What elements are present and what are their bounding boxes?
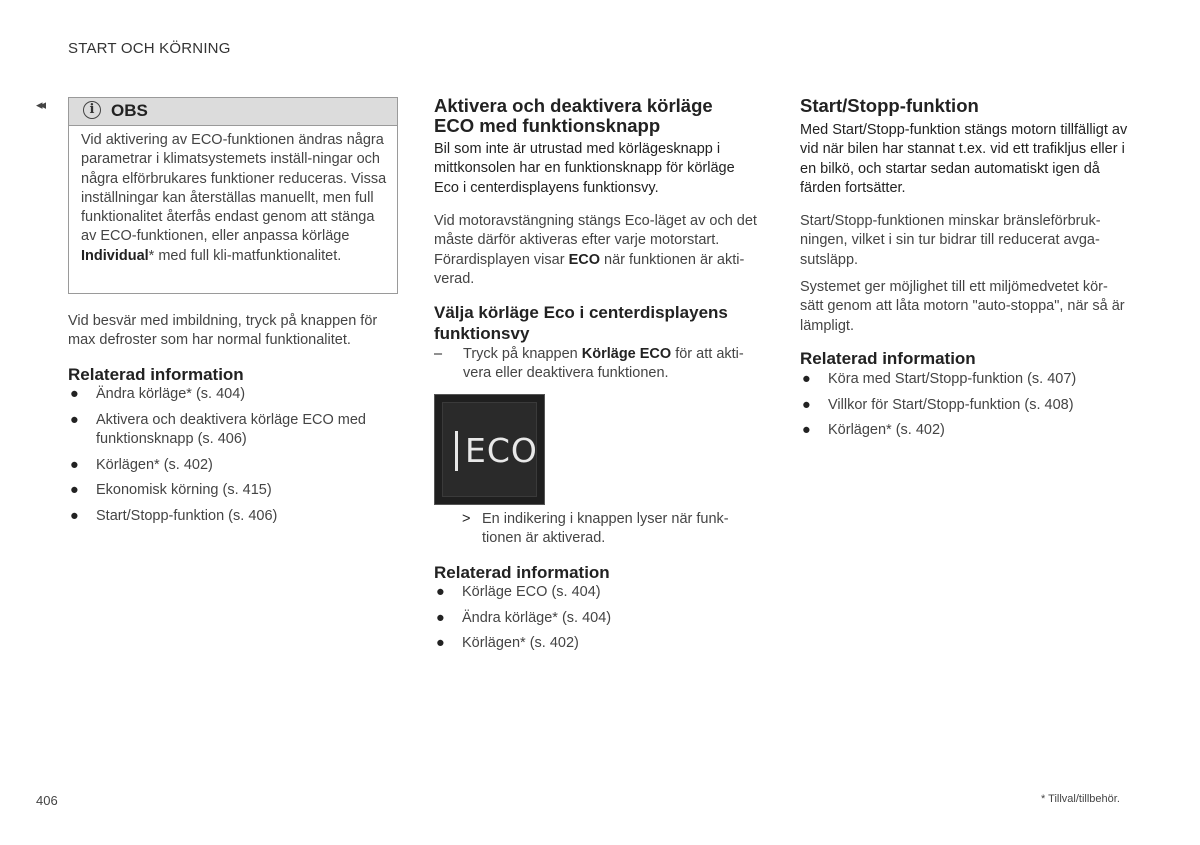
note-title: OBS	[111, 101, 148, 120]
list-item[interactable]: ● Körlägen* (s. 402)	[802, 422, 945, 439]
list-item[interactable]: ● Ändra körläge* (s. 404)	[70, 386, 246, 402]
list-item[interactable]: ● Körläge ECO (s. 404)	[436, 584, 601, 600]
back-arrow-icon[interactable]: ◂◂	[36, 97, 44, 112]
col3-related-heading: Relaterad information	[800, 349, 976, 368]
start-stop-intro: Med Start/Stopp-funktion stängs motorn tillfälligt av vid när bilen har stannat t.ex. vid ett trafikljus eller i en bilkö, och startar sedan automatiskt igen då färden fortsätter.	[800, 122, 1128, 196]
eco-indicator-bar	[455, 431, 458, 471]
eco-button-label: ECO	[465, 431, 538, 470]
eco-result: > En indikering i knappen lyser när funk-tionen är aktiverad.	[462, 511, 729, 547]
start-stop-paragraph3: Systemet ger möjlighet till ett miljömedvetet kör-sätt genom att låta motorn "auto-stoppa", när så är lämpligt.	[800, 279, 1125, 334]
info-icon: i	[83, 101, 101, 119]
list-item[interactable]: ● Aktivera och deaktivera körläge ECO med funktionsknapp (s. 406)	[70, 411, 366, 447]
note-text	[81, 131, 389, 266]
eco-button-image	[434, 394, 545, 505]
note-box	[68, 97, 398, 294]
page-header-title: START OCH KÖRNING	[68, 40, 231, 57]
list-item[interactable]: ● Ekonomisk körning (s. 415)	[70, 482, 272, 499]
eco-step: – Tryck på knappen Körläge ECO för att akti-vera eller deaktivera funktionen.	[434, 346, 744, 382]
eco-second-paragraph: Vid motoravstängning stängs Eco-läget av och det måste därför aktiveras efter varje motorstart. Förardisplayen visar ECO när funktionen är akti-verad.	[434, 213, 757, 287]
footnote: * Tillval/tillbehör.	[1041, 793, 1120, 805]
col1-related-heading: Relaterad information	[68, 365, 244, 384]
step-dash-marker: –	[434, 346, 443, 362]
list-item[interactable]: ● Start/Stopp-funktion (s. 406)	[70, 508, 278, 525]
defroster-paragraph: Vid besvär med imbildning, tryck på knappen för max defroster som har normal funktionalitet.	[68, 313, 378, 349]
eco-section-heading: Aktivera och deaktivera körläge ECO med funktionsknapp	[434, 95, 713, 136]
list-item[interactable]: ● Ändra körläge* (s. 404)	[436, 609, 612, 626]
col3-related-list	[800, 370, 1130, 447]
list-item[interactable]: ● Körlägen* (s. 402)	[436, 635, 579, 652]
eco-subheading: Välja körläge Eco i centerdisplayens funktionsvy	[434, 303, 728, 343]
note-text-part1: Vid aktivering av ECO-funktionen ändras några parametrar i klimatsystemets inställ-ningar och några elförbrukares funktioner reduceras. Vissa inställningar kan återställas manuellt, men full funktionalitet återfås endast genom att stänga av ECO-funktionen, eller anpassa körläge	[81, 132, 387, 245]
start-stop-heading: Start/Stopp-funktion	[800, 95, 979, 116]
result-arrow-marker: >	[462, 511, 471, 527]
note-text-bold: Individual	[81, 247, 149, 264]
eco-intro-paragraph: Bil som inte är utrustad med körlägesknapp i mittkonsolen har en funktionsknapp för körläge Eco i centerdisplayens funktionsvy.	[434, 141, 735, 196]
list-item[interactable]: ● Villkor för Start/Stopp-funktion (s. 408)	[802, 396, 1074, 413]
list-item[interactable]: ● Körlägen* (s. 402)	[70, 456, 213, 473]
page-number: 406	[36, 793, 58, 808]
start-stop-paragraph2: Start/Stopp-funktionen minskar bränsleförbruk-ningen, vilket i sin tur bidrar till reducerat avga-sutsläpp.	[800, 213, 1101, 268]
col2-related-list	[434, 583, 754, 660]
eco-button-name: Körläge ECO	[581, 346, 672, 362]
note-header	[69, 98, 397, 126]
col1-related-list	[68, 385, 388, 533]
col2-related-heading: Relaterad information	[434, 563, 610, 582]
note-text-part2: * med full kli-matfunktionalitet.	[148, 247, 342, 264]
list-item[interactable]: ● Köra med Start/Stopp-funktion (s. 407)	[802, 371, 1077, 387]
